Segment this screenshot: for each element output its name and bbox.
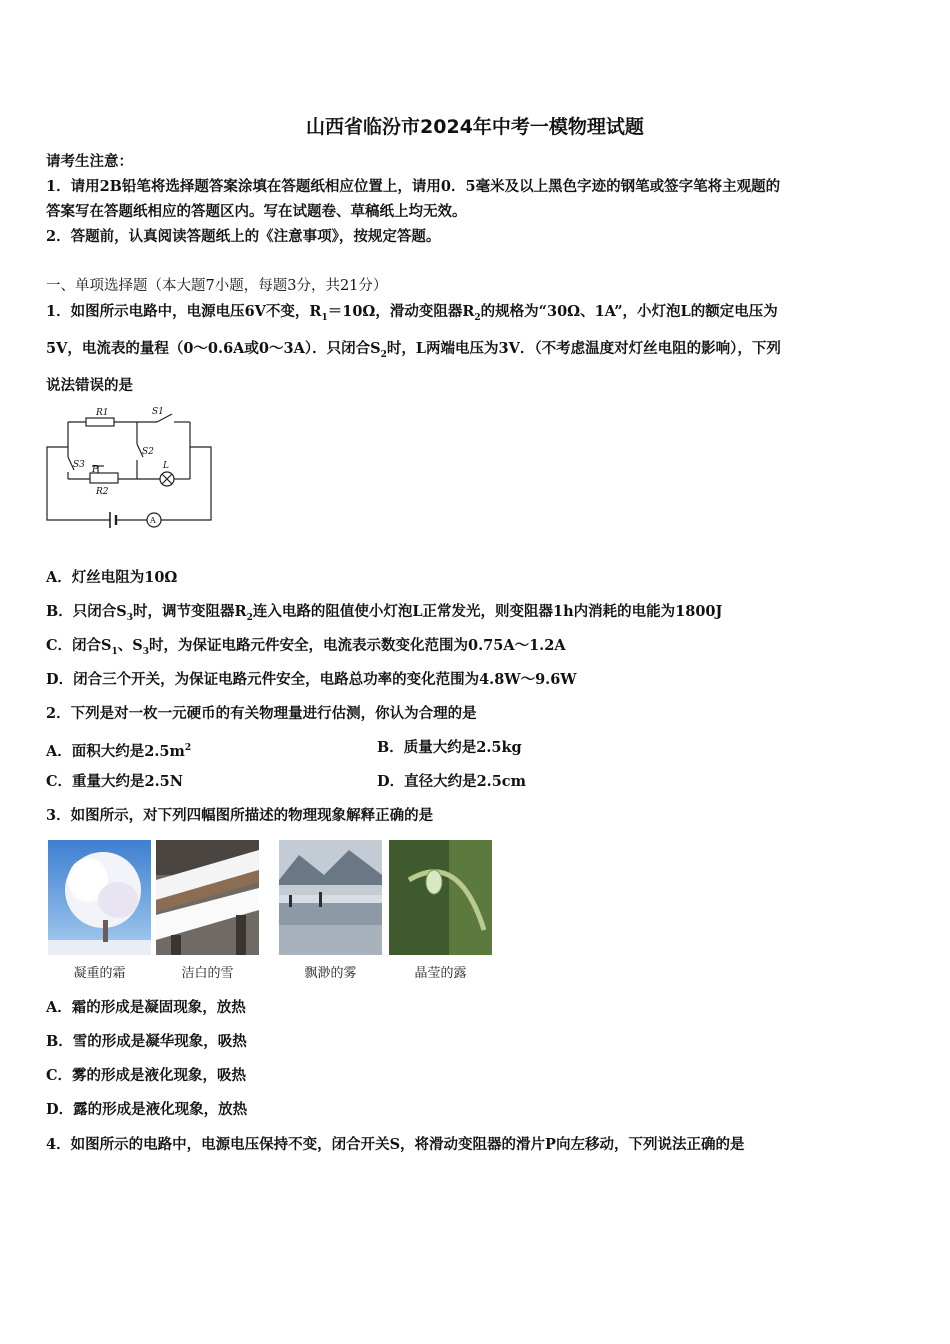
- q3-option-d: D．露的形成是液化现象，放热: [46, 1101, 248, 1118]
- label-ammeter: A: [150, 516, 156, 525]
- dew-drop-photo: [389, 840, 492, 955]
- q1-stem-line-3: 说法错误的是: [46, 377, 133, 394]
- q1-option-c: [46, 636, 566, 662]
- q1-subscript: 1: [111, 646, 118, 657]
- q1-text: ＝10Ω，滑动变阻器R: [327, 303, 475, 320]
- label-s2: S2: [142, 447, 154, 457]
- q3-option-a: A．霜的形成是凝固现象，放热: [46, 999, 246, 1016]
- q1-option-text: C．闭合S: [46, 637, 112, 654]
- page-title: 山西省临汾市2024年中考一模物理试题: [306, 116, 644, 138]
- q3-option-c: C．雾的形成是液化现象，吸热: [46, 1067, 247, 1084]
- label-r2: R2: [96, 487, 109, 497]
- q1-subscript: 2: [474, 312, 481, 323]
- q3-option-b: B．雪的形成是凝华现象，吸热: [46, 1033, 247, 1050]
- circuit-diagram: [40, 402, 220, 532]
- q2-option-c: C．重量大约是2.5N: [46, 773, 184, 790]
- q1-subscript: 3: [142, 646, 150, 657]
- q1-subscript: 3: [126, 612, 133, 623]
- q1-stem-line-1: [46, 302, 778, 328]
- q2-option-b: B．质量大约是2.5kg: [377, 739, 522, 756]
- q2-option-a: [46, 738, 191, 762]
- q2-stem: 2．下列是对一枚一元硬币的有关物理量进行估测，你认为合理的是: [46, 705, 477, 722]
- snowy-bench-photo: [156, 840, 259, 955]
- q2-option-d: D．直径大约是2.5cm: [377, 773, 526, 790]
- q1-subscript: 2: [246, 612, 253, 623]
- q1-subscript: 2: [380, 349, 387, 360]
- q1-option-text: 时，为保证电路元件安全，电流表示数变化范围为0.75A～1.2A: [149, 637, 566, 654]
- label-s1: S1: [152, 407, 164, 417]
- label-r1: R1: [96, 408, 109, 418]
- q1-option-text: 连入电路的阻值使小灯泡L正常发光，则变阻器1h内消耗的电能为1800J: [252, 603, 723, 620]
- q1-option-text: 、S: [117, 637, 143, 654]
- caption-dew: 晶莹的露: [414, 966, 467, 981]
- caption-fog: 飘渺的雾: [304, 966, 357, 981]
- q1-option-text: B．只闭合S: [46, 603, 127, 620]
- section-heading: 一、单项选择题（本大题7小题，每题3分，共21分）: [46, 278, 388, 294]
- q1-option-a: A．灯丝电阻为10Ω: [46, 569, 178, 586]
- label-l: L: [163, 461, 169, 471]
- notice-heading: 请考生注意：: [46, 153, 133, 170]
- q1-subscript: 1: [321, 312, 328, 323]
- q1-text: 1．如图所示电路中，电源电压6V不变，R: [46, 303, 322, 320]
- caption-snow: 洁白的雪: [181, 966, 234, 981]
- q1-text: 时，L两端电压为3V．（不考虑温度对灯丝电阻的影响），下列: [386, 340, 781, 357]
- notice-line-2: 答案写在答题纸相应的答题区内。写在试题卷、草稿纸上均无效。: [46, 203, 467, 220]
- q3-stem: 3．如图所示，对下列四幅图所描述的物理现象解释正确的是: [46, 807, 434, 824]
- q1-text: 的规格为“30Ω、1A”，小灯泡L的额定电压为: [480, 303, 778, 320]
- q1-text: 5V，电流表的量程（0～0.6A或0～3A）．只闭合S: [46, 340, 381, 357]
- misty-lake-photo: [279, 840, 382, 955]
- q1-stem-line-2: [46, 339, 781, 365]
- q1-option-b: [46, 602, 722, 628]
- q3-photo-strip: [46, 840, 496, 990]
- q2-option-text: A．面积大约是2.5m: [46, 742, 185, 760]
- label-s3: S3: [73, 460, 85, 470]
- notice-line-1: 1．请用2B铅笔将选择题答案涂填在答题纸相应位置上，请用0．5毫米及以上黑色字迹的钢笔或签字笔将主观题的: [46, 178, 781, 195]
- q2-superscript: 2: [184, 743, 192, 753]
- q1-option-text: 时，调节变阻器R: [133, 603, 247, 620]
- frost-tree-photo: [48, 840, 151, 955]
- label-p: P: [92, 465, 99, 475]
- q4-stem: 4．如图所示的电路中，电源电压保持不变，闭合开关S，将滑动变阻器的滑片P向左移动，下列说法正确的是: [46, 1136, 745, 1153]
- q1-option-d: D．闭合三个开关，为保证电路元件安全，电路总功率的变化范围为4.8W～9.6W: [46, 671, 577, 688]
- notice-line-3: 2．答题前，认真阅读答题纸上的《注意事项》，按规定答题。: [46, 228, 441, 245]
- caption-frost: 凝重的霜: [73, 966, 126, 981]
